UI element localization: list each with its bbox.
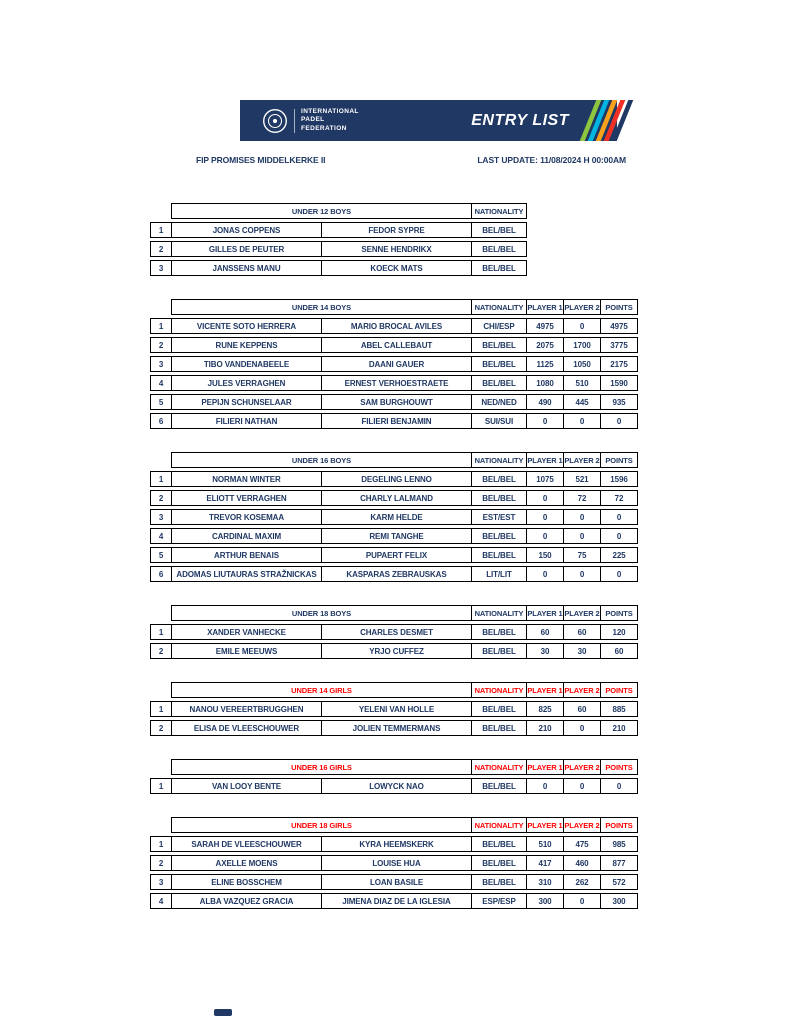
table-row (150, 528, 638, 544)
column-header-player1: PLAYER 1 (526, 605, 564, 621)
player1-points: 510 (526, 836, 564, 852)
player2-name: DEGELING LENNO (321, 471, 472, 487)
nationality: SUI/SUI (471, 413, 527, 429)
banner (240, 100, 617, 141)
player2-points: 445 (563, 394, 601, 410)
player2-points: 0 (563, 318, 601, 334)
points-total: 0 (600, 566, 638, 582)
column-header-nationality: NATIONALITY (471, 817, 527, 833)
table-row (150, 260, 638, 276)
column-header-player2: PLAYER 2 (563, 759, 601, 775)
player2-name: FILIERI BENJAMIN (321, 413, 472, 429)
table-under-16-girls (150, 759, 638, 794)
logo-line-3: FEDERATION (301, 124, 347, 132)
player1-name: PEPIJN SCHUNSELAAR (171, 394, 322, 410)
row-number: 4 (150, 893, 172, 909)
player2-name: REMI TANGHE (321, 528, 472, 544)
row-number: 3 (150, 356, 172, 372)
table-row (150, 624, 638, 640)
footer-mark (214, 1009, 232, 1016)
nationality: BEL/BEL (471, 720, 527, 736)
event-title: FIP PROMISES MIDDELKERKE II (196, 155, 326, 165)
player1-name: SARAH DE VLEESCHOUWER (171, 836, 322, 852)
player2-points: 30 (563, 643, 601, 659)
player2-points: 521 (563, 471, 601, 487)
column-header-player1: PLAYER 1 (526, 299, 564, 315)
row-number: 2 (150, 643, 172, 659)
player2-points: 0 (563, 893, 601, 909)
banner-title: ENTRY LIST (471, 111, 569, 129)
player1-name: NORMAN WINTER (171, 471, 322, 487)
player1-name: JONAS COPPENS (171, 222, 322, 238)
player2-points: 0 (563, 528, 601, 544)
player2-points: 72 (563, 490, 601, 506)
nationality: BEL/BEL (471, 624, 527, 640)
table-header-row (171, 817, 638, 833)
player2-name: KASPARAS ZEBRAUSKAS (321, 566, 472, 582)
player2-points: 60 (563, 701, 601, 717)
logo-separator (294, 109, 295, 133)
table-under-14-girls (150, 682, 638, 736)
player2-name: YELENI VAN HOLLE (321, 701, 472, 717)
player2-name: LOAN BASILE (321, 874, 472, 890)
nationality: BEL/BEL (471, 375, 527, 391)
table-row (150, 356, 638, 372)
row-number: 4 (150, 375, 172, 391)
row-number: 1 (150, 222, 172, 238)
column-header-points: POINTS (600, 682, 638, 698)
player2-name: LOWYCK NAO (321, 778, 472, 794)
table-row (150, 836, 638, 852)
player1-points: 4975 (526, 318, 564, 334)
player2-name: ABEL CALLEBAUT (321, 337, 472, 353)
row-number: 2 (150, 241, 172, 257)
column-header-player2: PLAYER 2 (563, 605, 601, 621)
table-header-row (171, 203, 638, 219)
player1-points: 150 (526, 547, 564, 563)
column-header-nationality: NATIONALITY (471, 605, 527, 621)
player2-points: 475 (563, 836, 601, 852)
player2-points: 262 (563, 874, 601, 890)
player1-name: JANSSENS MANU (171, 260, 322, 276)
table-row (150, 566, 638, 582)
player1-points: 1125 (526, 356, 564, 372)
nationality: BEL/BEL (471, 222, 527, 238)
nationality: BEL/BEL (471, 337, 527, 353)
nationality: ESP/ESP (471, 893, 527, 909)
row-number: 3 (150, 509, 172, 525)
row-number: 1 (150, 836, 172, 852)
row-number: 1 (150, 778, 172, 794)
points-total: 877 (600, 855, 638, 871)
player2-points: 0 (563, 778, 601, 794)
row-number: 3 (150, 260, 172, 276)
table-row (150, 874, 638, 890)
row-number: 2 (150, 337, 172, 353)
points-total: 885 (600, 701, 638, 717)
row-number: 2 (150, 720, 172, 736)
table-row (150, 893, 638, 909)
player1-points: 0 (526, 490, 564, 506)
points-total: 60 (600, 643, 638, 659)
table-title: UNDER 14 BOYS (171, 299, 472, 315)
table-row (150, 547, 638, 563)
player1-name: ELISA DE VLEESCHOUWER (171, 720, 322, 736)
nationality: EST/EST (471, 509, 527, 525)
points-total: 0 (600, 778, 638, 794)
player1-points: 0 (526, 413, 564, 429)
points-total: 0 (600, 528, 638, 544)
player1-name: CARDINAL MAXIM (171, 528, 322, 544)
nationality: NED/NED (471, 394, 527, 410)
table-header-row (171, 299, 638, 315)
last-update: LAST UPDATE: 11/08/2024 H 00:00AM (477, 155, 626, 165)
player2-name: KOECK MATS (321, 260, 472, 276)
nationality: BEL/BEL (471, 260, 527, 276)
player1-points: 490 (526, 394, 564, 410)
points-total: 0 (600, 413, 638, 429)
row-number: 1 (150, 624, 172, 640)
table-row (150, 413, 638, 429)
points-total: 572 (600, 874, 638, 890)
player1-points: 1080 (526, 375, 564, 391)
logo-line-2: PADEL (301, 116, 325, 124)
nationality: BEL/BEL (471, 855, 527, 871)
table-row (150, 778, 638, 794)
points-total: 0 (600, 509, 638, 525)
player1-name: GILLES DE PEUTER (171, 241, 322, 257)
nationality: CHI/ESP (471, 318, 527, 334)
table-under-14-boys (150, 299, 638, 429)
column-header-player1: PLAYER 1 (526, 817, 564, 833)
player2-name: ERNEST VERHOESTRAETE (321, 375, 472, 391)
column-header-player2: PLAYER 2 (563, 452, 601, 468)
table-header-row (171, 605, 638, 621)
table-row (150, 720, 638, 736)
player1-name: ADOMAS LIUTAURAS STRAŽNICKAS (171, 566, 322, 582)
player2-points: 75 (563, 547, 601, 563)
player1-points: 0 (526, 566, 564, 582)
player2-name: SAM BURGHOUWT (321, 394, 472, 410)
player1-points: 2075 (526, 337, 564, 353)
column-header-nationality: NATIONALITY (471, 299, 527, 315)
player2-name: FEDOR SYPRE (321, 222, 472, 238)
column-header-nationality: NATIONALITY (471, 759, 527, 775)
table-row (150, 643, 638, 659)
points-total: 2175 (600, 356, 638, 372)
player2-points: 60 (563, 624, 601, 640)
table-title: UNDER 14 GIRLS (171, 682, 472, 698)
player2-name: YRJO CUFFEZ (321, 643, 472, 659)
player1-points: 0 (526, 509, 564, 525)
player1-points: 310 (526, 874, 564, 890)
points-total: 225 (600, 547, 638, 563)
column-header-points: POINTS (600, 759, 638, 775)
row-number: 6 (150, 566, 172, 582)
player1-points: 210 (526, 720, 564, 736)
column-header-player2: PLAYER 2 (563, 817, 601, 833)
table-under-18-boys (150, 605, 638, 659)
nationality: BEL/BEL (471, 356, 527, 372)
logo-line-1: INTERNATIONAL (301, 107, 359, 115)
player2-name: KYRA HEEMSKERK (321, 836, 472, 852)
player1-points: 30 (526, 643, 564, 659)
player2-points: 460 (563, 855, 601, 871)
player2-name: JOLIEN TEMMERMANS (321, 720, 472, 736)
player2-points: 0 (563, 509, 601, 525)
row-number: 2 (150, 490, 172, 506)
column-header-points: POINTS (600, 452, 638, 468)
column-header-player1: PLAYER 1 (526, 759, 564, 775)
points-total: 1596 (600, 471, 638, 487)
column-header-points: POINTS (600, 817, 638, 833)
table-under-16-boys (150, 452, 638, 582)
table-row (150, 471, 638, 487)
player2-name: PUPAERT FELIX (321, 547, 472, 563)
row-number: 2 (150, 855, 172, 871)
player1-name: TREVOR KOSEMAA (171, 509, 322, 525)
points-total: 1590 (600, 375, 638, 391)
ipf-logo (262, 108, 359, 134)
player2-points: 1050 (563, 356, 601, 372)
points-total: 4975 (600, 318, 638, 334)
player2-points: 0 (563, 413, 601, 429)
player1-points: 60 (526, 624, 564, 640)
row-number: 1 (150, 318, 172, 334)
row-number: 1 (150, 701, 172, 717)
player1-name: ELINE BOSSCHEM (171, 874, 322, 890)
table-title: UNDER 12 BOYS (171, 203, 472, 219)
points-total: 210 (600, 720, 638, 736)
player1-points: 825 (526, 701, 564, 717)
table-row (150, 318, 638, 334)
row-number: 3 (150, 874, 172, 890)
nationality: BEL/BEL (471, 547, 527, 563)
row-number: 1 (150, 471, 172, 487)
table-under-12-boys (150, 203, 638, 276)
player1-name: VICENTE SOTO HERRERA (171, 318, 322, 334)
table-row (150, 222, 638, 238)
column-header-nationality: NATIONALITY (471, 452, 527, 468)
player1-name: EMILE MEEUWS (171, 643, 322, 659)
player1-points: 300 (526, 893, 564, 909)
player2-points: 510 (563, 375, 601, 391)
player1-name: ELIOTT VERRAGHEN (171, 490, 322, 506)
column-header-player2: PLAYER 2 (563, 682, 601, 698)
row-number: 6 (150, 413, 172, 429)
table-row (150, 701, 638, 717)
banner-stripes (588, 100, 625, 141)
player2-name: KARM HELDE (321, 509, 472, 525)
nationality: BEL/BEL (471, 701, 527, 717)
column-header-points: POINTS (600, 299, 638, 315)
nationality: BEL/BEL (471, 874, 527, 890)
column-header-player1: PLAYER 1 (526, 682, 564, 698)
nationality: BEL/BEL (471, 778, 527, 794)
ipf-logo-text (301, 108, 359, 133)
table-title: UNDER 16 GIRLS (171, 759, 472, 775)
player2-name: JIMENA DIAZ DE LA IGLESIA (321, 893, 472, 909)
meta-row (196, 155, 626, 165)
nationality: BEL/BEL (471, 490, 527, 506)
nationality: LIT/LIT (471, 566, 527, 582)
player1-points: 0 (526, 778, 564, 794)
ipf-logo-icon (262, 108, 288, 134)
table-title: UNDER 18 GIRLS (171, 817, 472, 833)
column-header-points: POINTS (600, 605, 638, 621)
points-total: 300 (600, 893, 638, 909)
player1-points: 1075 (526, 471, 564, 487)
table-header-row (171, 759, 638, 775)
nationality: BEL/BEL (471, 471, 527, 487)
points-total: 935 (600, 394, 638, 410)
player1-name: NANOU VEREERTBRUGGHEN (171, 701, 322, 717)
table-row (150, 490, 638, 506)
player2-name: CHARLES DESMET (321, 624, 472, 640)
player2-points: 0 (563, 566, 601, 582)
nationality: BEL/BEL (471, 528, 527, 544)
table-row (150, 375, 638, 391)
player1-name: ARTHUR BENAIS (171, 547, 322, 563)
column-header-nationality: NATIONALITY (471, 203, 527, 219)
player1-name: VAN LOOY BENTE (171, 778, 322, 794)
player1-name: ALBA VAZQUEZ GRACIA (171, 893, 322, 909)
column-header-player1: PLAYER 1 (526, 452, 564, 468)
table-row (150, 337, 638, 353)
nationality: BEL/BEL (471, 643, 527, 659)
row-number: 4 (150, 528, 172, 544)
player1-name: RUNE KEPPENS (171, 337, 322, 353)
player1-points: 0 (526, 528, 564, 544)
points-total: 985 (600, 836, 638, 852)
table-under-18-girls (150, 817, 638, 909)
player2-name: LOUISE HUA (321, 855, 472, 871)
row-number: 5 (150, 547, 172, 563)
points-total: 72 (600, 490, 638, 506)
column-header-player2: PLAYER 2 (563, 299, 601, 315)
points-total: 3775 (600, 337, 638, 353)
table-header-row (171, 682, 638, 698)
table-row (150, 394, 638, 410)
table-header-row (171, 452, 638, 468)
points-total: 120 (600, 624, 638, 640)
row-number: 5 (150, 394, 172, 410)
table-row (150, 855, 638, 871)
player1-name: JULES VERRAGHEN (171, 375, 322, 391)
nationality: BEL/BEL (471, 241, 527, 257)
player2-name: MARIO BROCAL AVILES (321, 318, 472, 334)
player2-points: 1700 (563, 337, 601, 353)
player2-name: SENNE HENDRIKX (321, 241, 472, 257)
player1-name: FILIERI NATHAN (171, 413, 322, 429)
player2-name: DAANI GAUER (321, 356, 472, 372)
tables-container (150, 203, 638, 932)
player2-points: 0 (563, 720, 601, 736)
table-title: UNDER 16 BOYS (171, 452, 472, 468)
player1-name: XANDER VANHECKE (171, 624, 322, 640)
table-row (150, 241, 638, 257)
column-header-nationality: NATIONALITY (471, 682, 527, 698)
player1-name: AXELLE MOENS (171, 855, 322, 871)
table-row (150, 509, 638, 525)
player2-name: CHARLY LALMAND (321, 490, 472, 506)
player1-name: TIBO VANDENABEELE (171, 356, 322, 372)
table-title: UNDER 18 BOYS (171, 605, 472, 621)
nationality: BEL/BEL (471, 836, 527, 852)
player1-points: 417 (526, 855, 564, 871)
